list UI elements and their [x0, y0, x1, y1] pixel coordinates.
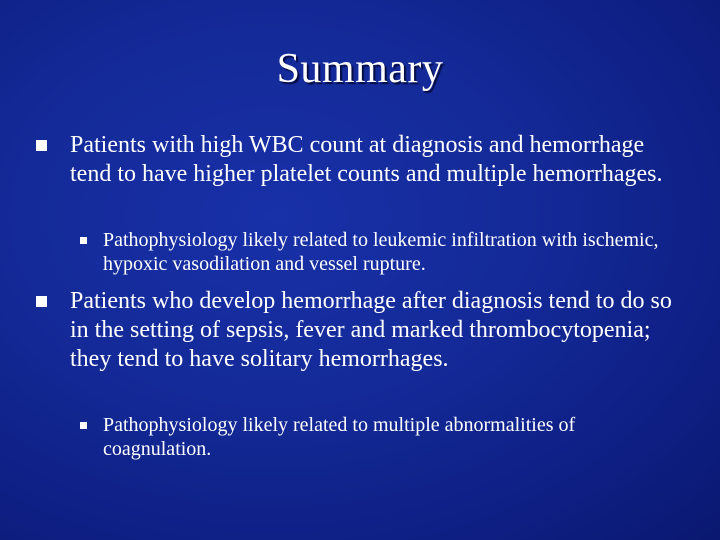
- bullet-marker-square: [36, 140, 47, 151]
- slide-title: Summary: [276, 46, 444, 92]
- sub-bullet-text: Pathophysiology likely related to leukemic infiltration with ischemic, hypoxic vasodilation and vessel rupture.: [103, 229, 659, 275]
- sub-bullet-text: Pathophysiology likely related to multiple abnormalities of coagnulation.: [103, 414, 576, 460]
- sub-bullet-marker-square: [80, 237, 87, 244]
- sub-bullet-marker-square: [80, 422, 87, 429]
- bullet-text: Patients who develop hemorrhage after diagnosis tend to do so in the setting of sepsis, fever and marked thrombocytopenia; they tend to have solitary hemorrhages.: [70, 288, 672, 372]
- bullet-marker-square: [36, 296, 47, 307]
- bullet-text: Patients with high WBC count at diagnosis and hemorrhage tend to have higher platelet counts and multiple hemorrhages.: [70, 132, 663, 187]
